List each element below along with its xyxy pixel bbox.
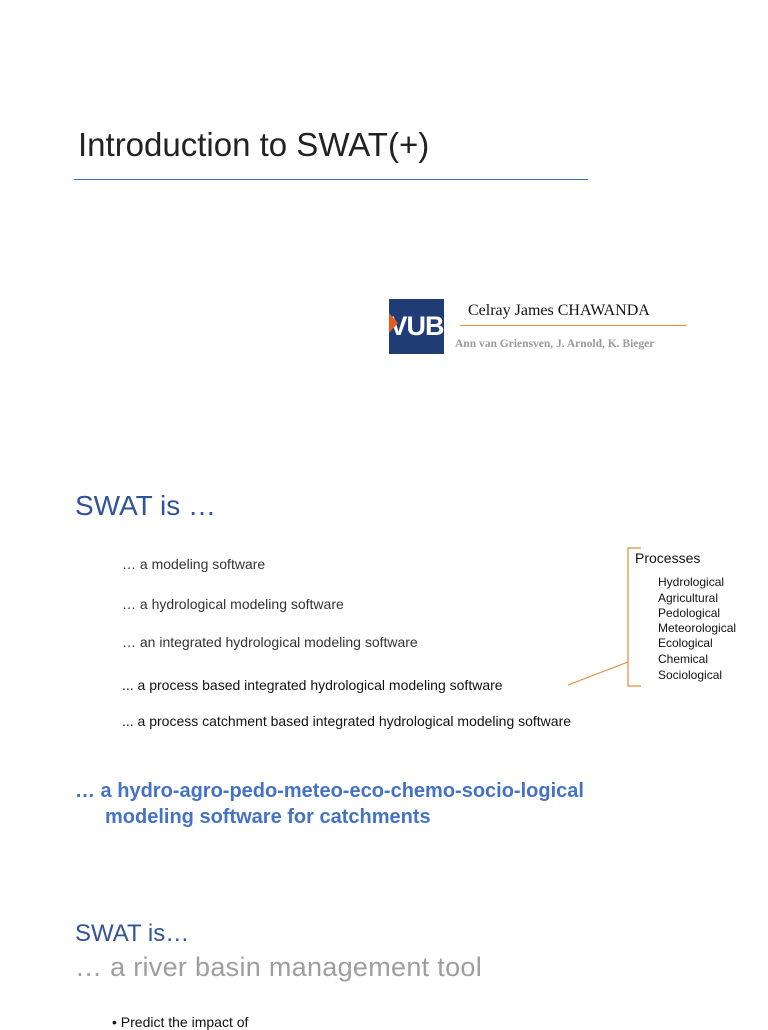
list-item: … a hydrological modeling software [122, 596, 344, 612]
coauthors: Ann van Griensven, J. Arnold, K. Bieger [455, 338, 655, 350]
highlight-statement [75, 778, 715, 830]
list-item: … a modeling software [122, 556, 266, 572]
process-item: Meteorological [658, 621, 737, 635]
slide-title: Introduction to SWAT(+) [78, 126, 430, 163]
processes-heading: Processes [635, 550, 701, 566]
section-title: SWAT is … [75, 490, 217, 521]
process-item: Chemical [658, 652, 709, 666]
highlight-line-1: … a hydro-agro-pedo-meteo-eco-chemo-socio-logical [75, 780, 584, 802]
list-item: … an integrated hydrological modeling software [122, 634, 418, 650]
process-item: Ecological [658, 636, 713, 650]
process-item: Agricultural [658, 591, 719, 605]
section-subtitle: … a river basin management tool [75, 952, 482, 982]
process-item: Pedological [658, 606, 721, 620]
partial-bullet: • Predict the impact of [112, 1014, 249, 1030]
author-name: Celray James CHAWANDA [468, 302, 650, 319]
process-item: Sociological [658, 668, 723, 682]
process-item: Hydrological [658, 575, 725, 589]
processes-bracket [560, 545, 650, 690]
logo-accent-triangle [389, 313, 398, 333]
vub-logo [389, 299, 444, 354]
section-title: SWAT is… [75, 920, 190, 947]
title-divider [74, 179, 588, 180]
list-item: ... a process catchment based integrated hydrological modeling software [122, 713, 572, 729]
author-divider [460, 325, 687, 326]
highlight-line-2: modeling software for catchments [105, 806, 431, 828]
list-item: ... a process based integrated hydrological modeling software [122, 677, 503, 693]
logo-text: VUB [389, 311, 444, 341]
